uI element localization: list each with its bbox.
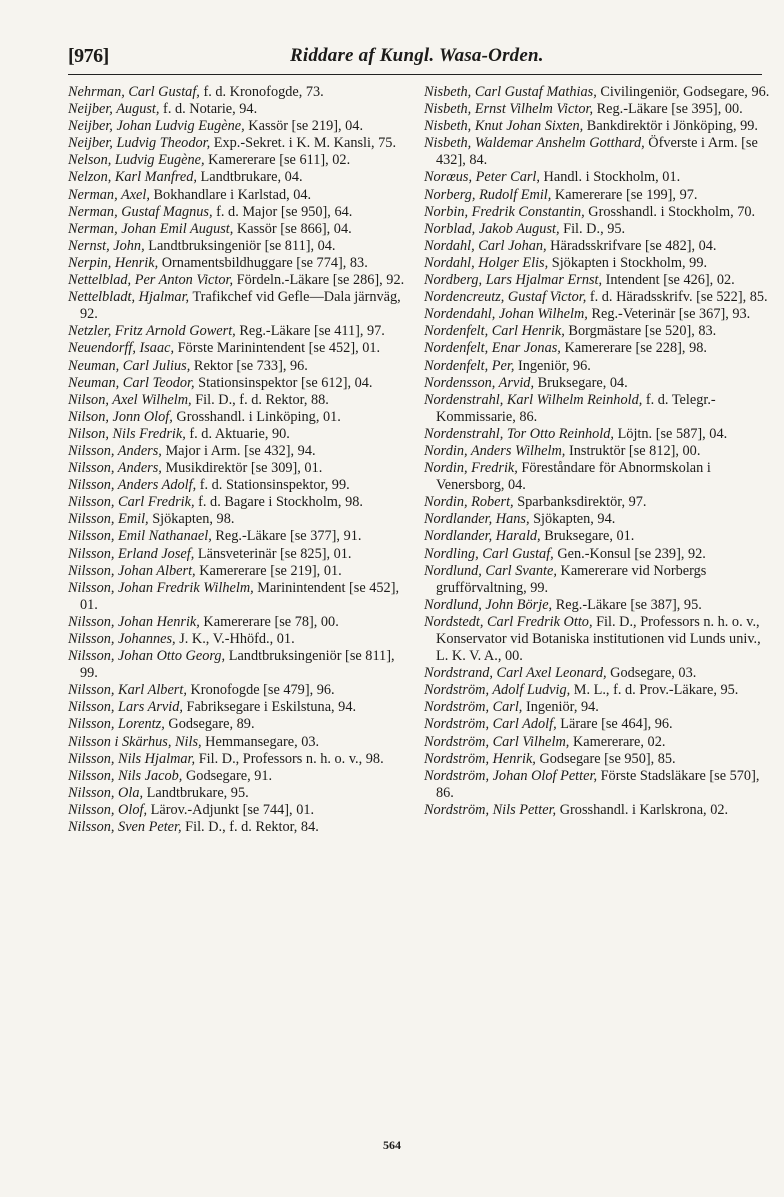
entry-name: Nordensson, Arvid, (424, 374, 535, 391)
entry-details: Kamererare, 02. (569, 733, 666, 750)
folio-number: 564 (383, 1138, 401, 1152)
register-entry (424, 682, 770, 699)
entry-name: Nordin, Robert, (424, 494, 514, 511)
entry-details: Reg.-Veterinär [se 367], 93. (587, 306, 751, 323)
entry-name: Nilsson, Olof, (68, 801, 148, 818)
entry-name: Nordström, Carl Vilhelm, (424, 733, 570, 750)
entry-details: f. d. Notarie, 94. (159, 101, 258, 118)
register-entry (424, 204, 770, 221)
entry-name: Nerman, Axel, (68, 186, 150, 203)
entry-details: Reg.-Läkare [se 387], 95. (552, 596, 702, 613)
entry-name: Norbin, Fredrik Constantin, (424, 203, 585, 220)
entry-details: f. d. Major [se 950], 64. (212, 203, 353, 220)
register-entry (68, 426, 414, 443)
entry-name: Nisbeth, Carl Gustaf Mathias, (424, 84, 597, 100)
entry-name: Nordström, Carl Adolf, (424, 716, 557, 733)
entry-name: Nilsson, Sven Peter, (68, 819, 182, 836)
entry-details: Kamererare [se 199], 97. (551, 186, 698, 203)
entry-details: Fördeln.-Läkare [se 286], 92. (233, 272, 405, 289)
entry-name: Nilsson, Erland Josef, (68, 545, 195, 562)
register-entry (68, 477, 414, 494)
left-column (68, 84, 414, 836)
register-entry (68, 768, 414, 785)
entry-name: Nernst, John, (68, 237, 145, 254)
register-entry (68, 528, 414, 545)
register-entry (68, 563, 414, 580)
entry-name: Nordlund, John Börje, (424, 596, 553, 613)
entry-name: Nettelbladt, Hjalmar, (68, 289, 190, 306)
register-entry (424, 255, 770, 272)
entry-name: Nehrman, Carl Gustaf, (68, 84, 200, 100)
entry-name: Nordenfelt, Carl Henrik, (424, 323, 565, 340)
register-entry (68, 135, 414, 152)
register-entry (68, 118, 414, 135)
register-entry (424, 460, 770, 494)
register-entry (424, 306, 770, 323)
entry-name: Nisbeth, Ernst Vilhelm Victor, (424, 101, 594, 118)
register-entry (424, 272, 770, 289)
entry-details: Kamererare vid Norbergs grufförvaltning, 99. (436, 562, 707, 596)
register-entry (424, 84, 770, 101)
entry-name: Nordström, Henrik, (424, 750, 536, 767)
entry-name: Nilsson, Ola, (68, 784, 144, 801)
entry-name: Nordin, Fredrik, (424, 460, 518, 477)
entry-details: Förste Stadsläkare [se 570], 86. (436, 767, 760, 801)
entry-details: Borgmästare [se 520], 83. (564, 323, 717, 340)
entry-name: Nilsson, Johan Fredrik Wilhelm, (68, 579, 254, 596)
register-entry (68, 101, 414, 118)
register-entry (68, 358, 414, 375)
entry-name: Nilsson, Johan Albert, (68, 562, 196, 579)
entry-name: Nordenstrahl, Karl Wilhelm Reinhold, (424, 391, 643, 408)
entry-name: Nordlander, Hans, (424, 511, 530, 528)
entry-name: Nilson, Axel Wilhelm, (68, 391, 192, 408)
register-entry (424, 118, 770, 135)
entry-name: Nilsson, Emil, (68, 511, 149, 528)
register-entry (68, 494, 414, 511)
entry-name: Norœus, Peter Carl, (424, 169, 540, 186)
entry-name: Nisbeth, Knut Johan Sixten, (424, 118, 584, 135)
entry-details: f. d. Telegr.-Kommissarie, 86. (436, 391, 716, 425)
entry-details: Bruksegare, 04. (534, 374, 628, 391)
entry-details: Reg.-Läkare [se 411], 97. (235, 323, 385, 340)
entry-details: Instruktör [se 812], 00. (565, 442, 701, 459)
entry-details: Grosshandl. i Karlskrona, 02. (556, 801, 729, 818)
entry-details: Förste Marinintendent [se 452], 01. (174, 340, 381, 357)
register-entry (424, 511, 770, 528)
register-entry (424, 340, 770, 357)
entry-details: Bruksegare, 01. (540, 528, 635, 545)
entry-name: Neijber, August, (68, 101, 160, 118)
register-entry (68, 289, 414, 323)
entry-name: Nordling, Carl Gustaf, (424, 545, 554, 562)
entry-name: Nilsson, Lars Arvid, (68, 699, 183, 716)
entry-name: Nordstrand, Carl Axel Leonard, (424, 665, 607, 682)
entry-name: Nordahl, Carl Johan, (424, 237, 547, 254)
entry-name: Nisbeth, Waldemar Anshelm Gotthard, (424, 135, 645, 152)
entry-name: Nilsson, Johannes, (68, 631, 176, 647)
entry-details: Föreståndare för Abnormskolan i Venersborg, 04. (436, 460, 711, 494)
entry-details: Musikdirektör [se 309], 01. (161, 460, 323, 477)
entry-details: Trafikchef vid Gefle—Dala järnväg, 92. (80, 289, 401, 323)
register-entry (424, 546, 770, 563)
entry-details: Godsegare, 89. (164, 716, 255, 733)
entry-details: Godsegare, 91. (182, 767, 273, 784)
entry-name: Nordahl, Holger Elis, (424, 254, 549, 271)
entry-name: Nilson, Nils Fredrik, (68, 425, 186, 442)
register-entry (68, 631, 414, 648)
register-entry (424, 101, 770, 118)
entry-details: Kassör [se 866], 04. (233, 220, 352, 237)
register-entry (68, 648, 414, 682)
register-entry (68, 375, 414, 392)
entry-name: Nilsson, Johan Henrik, (68, 613, 200, 630)
entry-details: Sjökapten i Stockholm, 99. (548, 254, 708, 271)
entry-details: Landtbruksingeniör [se 811], 99. (80, 648, 395, 682)
right-column (424, 84, 770, 819)
register-entry (68, 734, 414, 751)
entry-name: Nordin, Anders Wilhelm, (424, 442, 566, 459)
entry-name: Nordberg, Lars Hjalmar Ernst, (424, 272, 603, 289)
register-entry (424, 494, 770, 511)
entry-details: Kamererare [se 219], 01. (195, 562, 342, 579)
entry-details: Sjökapten, 98. (148, 511, 235, 528)
entry-details: Handl. i Stockholm, 01. (539, 169, 681, 186)
entry-details: Intendent [se 426], 02. (602, 272, 735, 289)
entry-name: Nordstedt, Carl Fredrik Otto, (424, 613, 593, 630)
register-entry (424, 716, 770, 733)
register-entry (68, 323, 414, 340)
register-entry (68, 392, 414, 409)
entry-details: Häradsskrifvare [se 482], 04. (546, 237, 717, 254)
entry-name: Neuman, Carl Teodor, (68, 374, 195, 391)
entry-details: Öfverste i Arm. [se 432], 84. (436, 135, 758, 169)
entry-name: Neuman, Carl Julius, (68, 357, 191, 374)
entry-details: Civilingeniör, Godsegare, 96. (596, 84, 770, 100)
entry-details: Ingeniör, 96. (514, 357, 591, 374)
register-entry (68, 580, 414, 614)
entry-name: Netzler, Fritz Arnold Gowert, (68, 323, 236, 340)
register-entry (424, 443, 770, 460)
entry-details: J. K., V.-Hhöfd., 01. (175, 631, 295, 647)
entry-details: Reg.-Läkare [se 377], 91. (211, 528, 362, 545)
entry-details: Bokhandlare i Karlstad, 04. (149, 186, 312, 203)
entry-details: Löjtn. [se 587], 04. (614, 425, 728, 442)
entry-details: Landtbruksingeniör [se 811], 04. (144, 237, 336, 254)
register-entry (68, 340, 414, 357)
register-entry (424, 392, 770, 426)
entry-details: Fil. D., Professors n. h. o. v., Konservator vid Botaniska institutionen vid Lunds univ., L. K. V. A., 00. (436, 613, 761, 665)
entry-name: Nerpin, Henrik, (68, 254, 159, 271)
register-entry (68, 751, 414, 768)
entry-details: Landtbrukare, 04. (196, 169, 303, 186)
register-entry (424, 375, 770, 392)
entry-details: Godsegare [se 950], 85. (535, 750, 676, 767)
register-entry (68, 152, 414, 169)
register-entry (68, 699, 414, 716)
entry-details: f. d. Aktuarie, 90. (185, 425, 290, 442)
entry-name: Nordlund, Carl Svante, (424, 562, 557, 579)
register-entry (424, 169, 770, 186)
entry-name: Nilsson, Anders, (68, 460, 162, 477)
register-entry (424, 597, 770, 614)
register-entry (68, 187, 414, 204)
register-entry (424, 734, 770, 751)
entry-name: Nerman, Gustaf Magnus, (68, 203, 213, 220)
entry-name: Nilson, Jonn Olof, (68, 408, 173, 425)
entry-details: Ingeniör, 94. (522, 699, 599, 716)
register-entry (68, 460, 414, 477)
entry-name: Nordström, Johan Olof Petter, (424, 767, 598, 784)
register-entry (424, 289, 770, 306)
entry-name: Nordenfelt, Enar Jonas, (424, 340, 561, 357)
register-entry (68, 204, 414, 221)
header-rule (68, 74, 762, 75)
entry-name: Nettelblad, Per Anton Victor, (68, 272, 234, 289)
entry-name: Nordlander, Harald, (424, 528, 541, 545)
entry-details: Gen.-Konsul [se 239], 92. (553, 545, 706, 562)
register-entry (68, 716, 414, 733)
entry-name: Nilsson, Karl Albert, (68, 682, 187, 699)
entry-details: Bankdirektör i Jönköping, 99. (583, 118, 758, 135)
entry-name: Neijber, Johan Ludvig Eugène, (68, 118, 245, 135)
register-entry (424, 238, 770, 255)
register-entry (68, 546, 414, 563)
entry-name: Nilsson, Anders Adolf, (68, 477, 197, 494)
entry-details: Hemmansegare, 03. (201, 733, 320, 750)
entry-details: f. d. Kronofogde, 73. (199, 84, 324, 100)
entry-details: Marinintendent [se 452], 01. (80, 579, 400, 613)
entry-details: Fil. D., 95. (559, 220, 626, 237)
entry-name: Neuendorff, Isaac, (68, 340, 175, 357)
entry-details: Landtbrukare, 95. (143, 784, 249, 801)
entry-name: Norblad, Jakob August, (424, 220, 560, 237)
running-title: Riddare af Kungl. Wasa-Orden. (290, 45, 544, 66)
register-entry (68, 169, 414, 186)
register-entry (424, 699, 770, 716)
entry-details: f. d. Stationsinspektor, 99. (196, 477, 350, 494)
register-entry (68, 272, 414, 289)
register-entry (68, 221, 414, 238)
register-entry (424, 751, 770, 768)
register-entry (68, 255, 414, 272)
register-entry (68, 614, 414, 631)
entry-details: Reg.-Läkare [se 395], 00. (593, 101, 743, 118)
register-entry (68, 409, 414, 426)
entry-details: Kamererare [se 611], 02. (204, 152, 351, 169)
entry-name: Nilsson, Anders, (68, 442, 162, 459)
entry-details: Kassör [se 219], 04. (244, 118, 364, 135)
entry-details: Fil. D., Professors n. h. o. v., 98. (195, 750, 384, 767)
entry-name: Nordencreutz, Gustaf Victor, (424, 289, 587, 306)
entry-name: Nordenstrahl, Tor Otto Reinhold, (424, 425, 614, 442)
entry-details: Länsveterinär [se 825], 01. (194, 545, 352, 562)
entry-name: Nilsson i Skärhus, Nils, (68, 733, 202, 750)
register-entry (68, 785, 414, 802)
entry-details: Rektor [se 733], 96. (190, 357, 308, 374)
entry-name: Nordenfelt, Per, (424, 357, 515, 374)
entry-details: Major i Arm. [se 432], 94. (161, 442, 316, 459)
entry-details: Grosshandl. i Stockholm, 70. (584, 203, 756, 220)
register-entry (68, 802, 414, 819)
register-entry (424, 802, 770, 819)
entry-name: Nelson, Ludvig Eugène, (68, 152, 205, 169)
entry-details: Exp.-Sekret. i K. M. Kansli, 75. (210, 135, 397, 152)
page-number: [976] (68, 45, 109, 67)
register-entry (424, 614, 770, 665)
register-entry (424, 768, 770, 802)
entry-name: Nerman, Johan Emil August, (68, 220, 234, 237)
entry-details: Sjökapten, 94. (529, 511, 616, 528)
entry-name: Norberg, Rudolf Emil, (424, 186, 552, 203)
entry-details: f. d. Bagare i Stockholm, 98. (194, 494, 363, 511)
register-entry (424, 426, 770, 443)
register-entry (424, 563, 770, 597)
entry-details: f. d. Häradsskrifv. [se 522], 85. (586, 289, 768, 306)
register-entry (424, 528, 770, 545)
entry-name: Nordendahl, Johan Wilhelm, (424, 306, 588, 323)
entry-details: Kronofogde [se 479], 96. (186, 682, 335, 699)
entry-details: Fil. D., f. d. Rektor, 88. (191, 391, 329, 408)
entry-details: Lärare [se 464], 96. (556, 716, 673, 733)
register-entry (68, 682, 414, 699)
entry-name: Nelzon, Karl Manfred, (68, 169, 197, 186)
entry-details: Stationsinspektor [se 612], 04. (194, 374, 373, 391)
entry-name: Nilsson, Johan Otto Georg, (68, 648, 226, 665)
register-entry (68, 238, 414, 255)
register-entry (424, 323, 770, 340)
entry-name: Nilsson, Nils Hjalmar, (68, 750, 196, 767)
entry-details: Ornamentsbildhuggare [se 774], 83. (158, 254, 368, 271)
register-entry (68, 443, 414, 460)
register-entry (424, 135, 770, 169)
entry-details: Kamererare [se 78], 00. (199, 613, 339, 630)
entry-name: Nordström, Carl, (424, 699, 523, 716)
entry-name: Nilsson, Nils Jacob, (68, 767, 183, 784)
entry-details: Lärov.-Adjunkt [se 744], 01. (147, 801, 315, 818)
entry-name: Nordström, Nils Petter, (424, 801, 557, 818)
register-entry (68, 511, 414, 528)
register-entry (424, 221, 770, 238)
register-entry (424, 187, 770, 204)
entry-name: Neijber, Ludvig Theodor, (68, 135, 211, 152)
entry-details: Grosshandl. i Linköping, 01. (172, 408, 341, 425)
entry-details: Godsegare, 03. (606, 665, 697, 682)
entry-details: M. L., f. d. Prov.-Läkare, 95. (570, 682, 739, 699)
register-entry (424, 665, 770, 682)
entry-details: Fabriksegare i Eskilstuna, 94. (182, 699, 357, 716)
entry-details: Kamererare [se 228], 98. (560, 340, 707, 357)
entry-name: Nilsson, Carl Fredrik, (68, 494, 195, 511)
entry-name: Nordström, Adolf Ludvig, (424, 682, 571, 699)
entry-name: Nilsson, Emil Nathanael, (68, 528, 212, 545)
entry-details: Sparbanksdirektör, 97. (513, 494, 647, 511)
register-entry (424, 358, 770, 375)
entry-details: Fil. D., f. d. Rektor, 84. (181, 819, 319, 836)
page-header (68, 45, 762, 73)
register-entry (68, 819, 414, 836)
register-entry (68, 84, 414, 101)
entry-name: Nilsson, Lorentz, (68, 716, 165, 733)
